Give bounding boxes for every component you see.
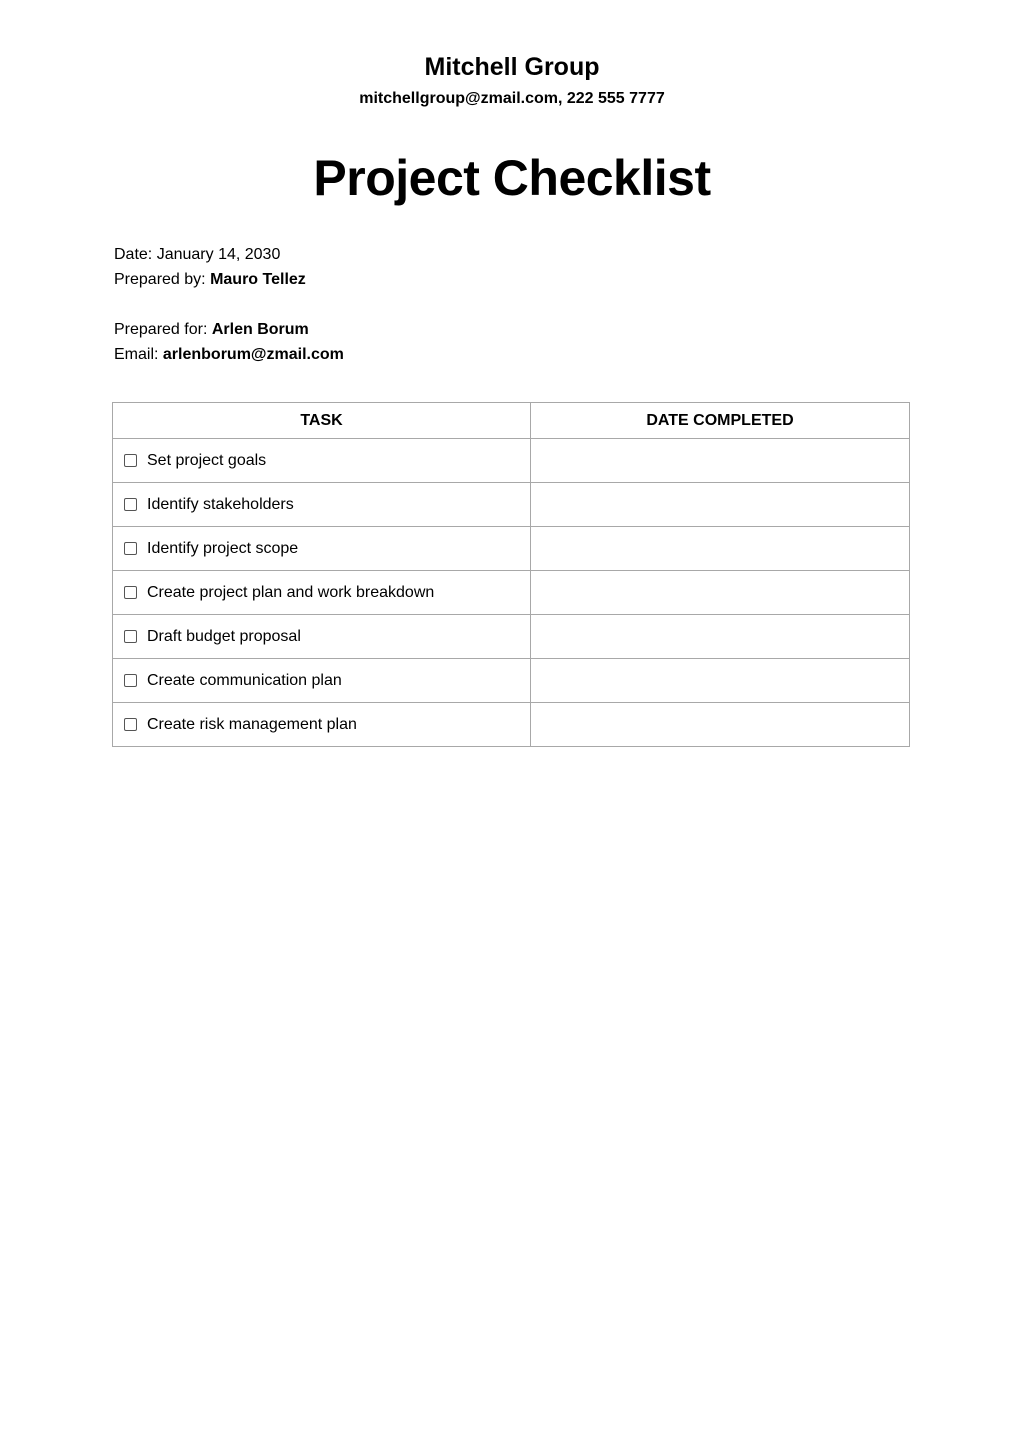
task-checkbox[interactable] xyxy=(124,674,137,687)
table-row xyxy=(113,527,910,571)
task-checkbox[interactable] xyxy=(124,542,137,555)
task-label: Set project goals xyxy=(147,451,267,469)
task-label: Identify project scope xyxy=(147,539,299,557)
prepared-by-label: Prepared by: xyxy=(114,271,206,288)
table-row xyxy=(113,703,910,747)
date-value: January 14, 2030 xyxy=(156,246,281,263)
task-item xyxy=(113,715,530,735)
task-checkbox[interactable] xyxy=(124,718,137,731)
task-cell xyxy=(113,439,531,483)
table-row xyxy=(113,615,910,659)
task-label: Create risk management plan xyxy=(147,715,357,733)
table-row xyxy=(113,571,910,615)
task-cell xyxy=(113,615,531,659)
date-completed-column-header: DATE COMPLETED xyxy=(531,403,910,439)
checklist-table xyxy=(112,402,910,747)
email-value: arlenborum@zmail.com xyxy=(162,346,344,363)
task-column-header: TASK xyxy=(113,403,531,439)
task-item xyxy=(113,627,530,647)
task-cell xyxy=(113,571,531,615)
task-label: Create project plan and work breakdown xyxy=(147,583,435,601)
date-completed-cell[interactable] xyxy=(531,483,910,527)
page-title: Project Checklist xyxy=(313,150,711,206)
task-item xyxy=(113,451,530,471)
table-row xyxy=(113,483,910,527)
task-checkbox[interactable] xyxy=(124,586,137,599)
date-label: Date: xyxy=(114,246,153,263)
task-checkbox[interactable] xyxy=(124,498,137,511)
table-header-row xyxy=(113,403,910,439)
date-completed-cell[interactable] xyxy=(531,439,910,483)
date-line xyxy=(114,245,280,265)
task-cell xyxy=(113,659,531,703)
email-label: Email: xyxy=(114,346,159,363)
table-row xyxy=(113,439,910,483)
checklist-body xyxy=(113,439,910,747)
company-contact: mitchellgroup@zmail.com, 222 555 7777 xyxy=(359,90,665,107)
task-item xyxy=(113,539,530,559)
prepared-for-line xyxy=(114,320,309,340)
task-item xyxy=(113,671,530,691)
task-item xyxy=(113,495,530,515)
task-cell xyxy=(113,527,531,571)
task-cell xyxy=(113,703,531,747)
task-label: Draft budget proposal xyxy=(147,627,301,645)
task-checkbox[interactable] xyxy=(124,454,137,467)
task-item xyxy=(113,583,530,603)
company-name: Mitchell Group xyxy=(424,53,600,81)
date-completed-cell[interactable] xyxy=(531,615,910,659)
email-line xyxy=(114,345,344,365)
task-label: Create communication plan xyxy=(147,671,342,689)
date-completed-cell[interactable] xyxy=(531,703,910,747)
prepared-for-value: Arlen Borum xyxy=(211,321,309,338)
task-label: Identify stakeholders xyxy=(147,495,294,513)
prepared-by-value: Mauro Tellez xyxy=(210,271,306,288)
prepared-by-line xyxy=(114,270,306,290)
table-row xyxy=(113,659,910,703)
prepared-for-label: Prepared for: xyxy=(114,321,208,338)
task-cell xyxy=(113,483,531,527)
date-completed-cell[interactable] xyxy=(531,571,910,615)
date-completed-cell[interactable] xyxy=(531,659,910,703)
date-completed-cell[interactable] xyxy=(531,527,910,571)
task-checkbox[interactable] xyxy=(124,630,137,643)
